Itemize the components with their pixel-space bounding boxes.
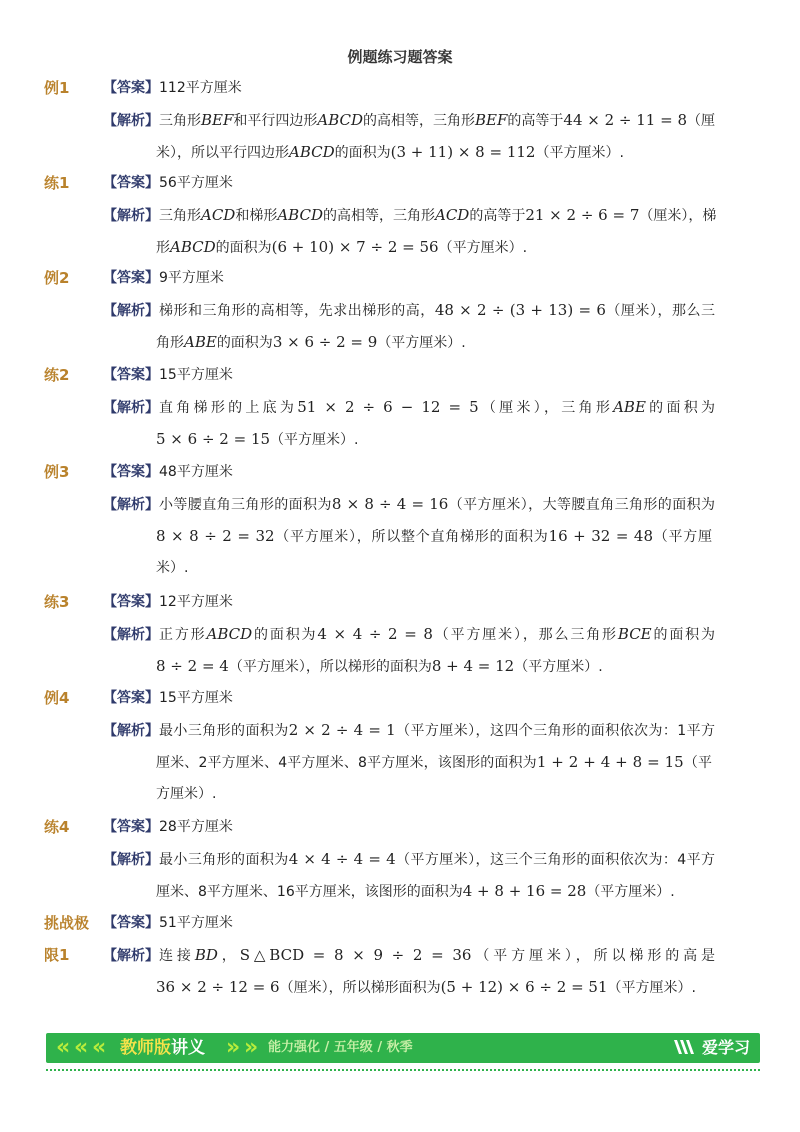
text-segment: （平方厘米）. xyxy=(377,335,466,351)
answer-value: 15平方厘米 xyxy=(159,367,233,383)
text-segment: （厘米），三角形 xyxy=(478,400,614,416)
math-expression: 16 + 32 = 48 xyxy=(548,527,653,545)
text-segment: 连接 xyxy=(159,948,195,964)
text-segment: 的高等于 xyxy=(469,208,526,224)
answer-value: 112平方厘米 xyxy=(159,80,242,96)
text-segment: （平方厘米），这三个三角形的面积依次为：4平方 xyxy=(395,852,716,868)
text-segment: 直角梯形的上底为 xyxy=(159,400,298,416)
answer-tag: 【答案】 xyxy=(103,175,159,191)
text-segment: 米），所以平行四边形 xyxy=(156,145,289,161)
explanation-text xyxy=(159,624,715,645)
text-segment: （平方厘米）. xyxy=(514,659,603,675)
figure-variable: BEF xyxy=(475,111,508,129)
figure-variable: ACD xyxy=(201,206,236,224)
answer-value: 12平方厘米 xyxy=(159,594,233,610)
math-expression: 48 × 2 ÷ (3 + 13) = 6 xyxy=(434,301,606,319)
math-expression: 2 × 2 ÷ 4 = 1 xyxy=(288,721,396,739)
text-segment: （平方厘米），所以整个直角梯形的面积为 xyxy=(274,529,549,545)
footer-logo-text: 爱学习 xyxy=(701,1038,750,1057)
answer-tag: 【答案】 xyxy=(103,464,159,480)
answer-value: 56平方厘米 xyxy=(159,175,233,191)
answer-tag: 【答案】 xyxy=(103,270,159,286)
footer-divider xyxy=(46,1069,760,1071)
answer-value: 15平方厘米 xyxy=(159,690,233,706)
explanation-text xyxy=(156,526,712,547)
explanation-text xyxy=(156,145,624,161)
math-expression: (6 + 10) × 7 ÷ 2 = 56 xyxy=(271,238,439,256)
explanation-tag: 【解析】 xyxy=(103,948,159,964)
math-expression: 4 + 8 + 16 = 28 xyxy=(462,882,587,900)
text-segment: 小等腰直角三角形的面积为 xyxy=(159,497,332,513)
text-segment: 最小三角形的面积为 xyxy=(159,852,289,868)
answer-line xyxy=(103,173,233,193)
text-segment: （厘米），那么三 xyxy=(605,303,716,319)
page-title: 例题练习题答案 xyxy=(347,48,453,66)
explanation-tag: 【解析】 xyxy=(103,627,159,643)
explanation-text xyxy=(156,560,188,576)
math-expression: 36 × 2 ÷ 12 = 6 xyxy=(156,978,280,996)
text-segment: （平方厘米）. xyxy=(535,145,624,161)
answer-value: 9平方厘米 xyxy=(159,270,224,286)
text-segment: 厘米、8平方厘米、16平方厘米，该图形的面积为 xyxy=(156,884,463,900)
footer-subtitle: 能力强化 / 五年级 / 秋季 xyxy=(268,1040,413,1055)
text-segment: （平方厘米），那么三角形 xyxy=(432,627,618,643)
explanation-tag: 【解析】 xyxy=(103,208,159,224)
chevron-left-icon: « xyxy=(56,1035,71,1060)
figure-variable: ABCD xyxy=(206,625,253,643)
math-expression: (5 + 12) × 6 ÷ 2 = 51 xyxy=(440,978,608,996)
explanation-line xyxy=(156,332,466,353)
text-segment: 角形 xyxy=(156,335,184,351)
explanation-line xyxy=(103,494,715,515)
text-segment: 的面积为 xyxy=(252,627,318,643)
explanation-text xyxy=(156,752,712,773)
explanation-text xyxy=(156,659,603,675)
chevron-left-icon: « xyxy=(92,1035,107,1060)
text-segment: 的面积为 xyxy=(334,145,391,161)
math-expression: 4 × 4 ÷ 2 = 8 xyxy=(317,625,433,643)
footer-logo xyxy=(672,1033,750,1063)
math-expression: 8 × 8 ÷ 4 = 16 xyxy=(331,495,449,513)
text-segment: （平方厘米）. xyxy=(586,884,675,900)
text-segment: （平方厘米），所以梯形的高是 xyxy=(471,948,716,964)
item-label: 挑战极 xyxy=(44,914,90,932)
text-segment: 的高等于 xyxy=(507,113,564,129)
text-segment: 米）. xyxy=(156,560,189,576)
math-expression: 5 × 6 ÷ 2 = 15 xyxy=(156,430,271,448)
text-segment: 三角形 xyxy=(159,208,201,224)
explanation-text xyxy=(159,397,715,418)
explanation-line xyxy=(103,945,715,966)
math-expression: 1 + 2 + 4 + 8 = 15 xyxy=(536,753,684,771)
answer-line xyxy=(103,268,224,288)
answer-tag: 【答案】 xyxy=(103,80,159,96)
item-label: 例1 xyxy=(44,79,70,97)
explanation-line xyxy=(156,558,188,578)
item-label-cont: 限1 xyxy=(44,946,70,964)
text-segment: 的面积为 xyxy=(216,335,273,351)
math-expression: 3 × 6 ÷ 2 = 9 xyxy=(272,333,378,351)
answer-line xyxy=(103,688,233,708)
answer-tag: 【答案】 xyxy=(103,367,159,383)
item-label: 练4 xyxy=(44,818,70,836)
text-segment: 和平行四边形 xyxy=(233,113,318,129)
math-expression: S△BCD = 8 × 9 ÷ 2 = 36 xyxy=(239,946,472,964)
explanation-text xyxy=(156,786,216,802)
item-label: 例4 xyxy=(44,689,70,707)
explanation-line xyxy=(103,397,715,418)
explanation-text xyxy=(156,884,675,900)
chevron-right-icon: » xyxy=(226,1035,241,1060)
brand-mark-icon xyxy=(672,1038,698,1056)
answer-tag: 【答案】 xyxy=(103,594,159,610)
figure-variable: BD xyxy=(194,946,218,964)
answer-tag: 【答案】 xyxy=(103,819,159,835)
answer-value: 28平方厘米 xyxy=(159,819,233,835)
text-segment: （平方厘 xyxy=(653,529,712,545)
explanation-text xyxy=(156,432,358,448)
explanation-text xyxy=(159,494,715,515)
text-segment: （平方厘米）. xyxy=(438,240,528,256)
answer-value: 48平方厘米 xyxy=(159,464,233,480)
figure-variable: ACD xyxy=(434,206,470,224)
explanation-text xyxy=(159,720,715,741)
explanation-line xyxy=(156,784,216,804)
explanation-line xyxy=(156,526,712,547)
figure-variable: ABCD xyxy=(170,238,216,256)
explanation-tag: 【解析】 xyxy=(103,303,159,319)
text-segment: （厘米），所以梯形面积为 xyxy=(279,980,441,996)
footer-title-a: 教师版 xyxy=(120,1038,171,1058)
explanation-tag: 【解析】 xyxy=(103,852,159,868)
text-segment: 厘米、2平方厘米、4平方厘米、8平方厘米，该图形的面积为 xyxy=(156,755,537,771)
math-expression: 44 × 2 ÷ 11 = 8 xyxy=(563,111,687,129)
chevron-right-icon: » xyxy=(244,1035,259,1060)
explanation-tag: 【解析】 xyxy=(103,113,159,129)
answer-tag: 【答案】 xyxy=(103,690,159,706)
text-segment: 三角形 xyxy=(159,113,201,129)
explanation-tag: 【解析】 xyxy=(103,723,159,739)
figure-variable: ABE xyxy=(184,333,217,351)
answer-line xyxy=(103,78,242,98)
explanation-tag: 【解析】 xyxy=(103,497,159,513)
explanation-line xyxy=(103,205,715,226)
explanation-line xyxy=(103,624,715,645)
text-segment: ， xyxy=(217,948,240,964)
item-label: 练2 xyxy=(44,366,70,384)
explanation-line xyxy=(156,429,358,450)
item-label: 练3 xyxy=(44,593,70,611)
text-segment: 的面积为 xyxy=(645,400,716,416)
explanation-line xyxy=(156,977,696,998)
text-segment: （厘 xyxy=(687,113,715,129)
text-segment: 的高相等，三角形 xyxy=(363,113,476,129)
figure-variable: ABE xyxy=(613,398,646,416)
math-expression: 4 × 4 ÷ 4 = 4 xyxy=(288,850,396,868)
answer-value: 51平方厘米 xyxy=(159,915,233,931)
explanation-line xyxy=(103,720,715,741)
explanation-text xyxy=(156,980,696,996)
explanation-text xyxy=(159,110,715,131)
answer-line xyxy=(103,592,233,612)
math-expression: 8 × 8 ÷ 2 = 32 xyxy=(156,527,275,545)
explanation-line xyxy=(156,881,675,902)
explanation-text xyxy=(156,335,466,351)
answer-line xyxy=(103,817,233,837)
footer-title-b: 讲义 xyxy=(171,1038,205,1058)
figure-variable: ABCD xyxy=(277,206,323,224)
text-segment: （平方厘米），所以梯形的面积为 xyxy=(228,659,432,675)
text-segment: （平方厘米），这四个三角形的面积依次为：1平方 xyxy=(395,723,716,739)
text-segment: （平方厘米）. xyxy=(607,980,696,996)
text-segment: 和梯形 xyxy=(235,208,278,224)
explanation-line xyxy=(156,656,603,677)
answer-tag: 【答案】 xyxy=(103,915,159,931)
figure-variable: ABCD xyxy=(289,143,335,161)
footer-title xyxy=(120,1033,205,1063)
text-segment: （厘米），梯 xyxy=(639,208,717,224)
answer-line xyxy=(103,365,233,385)
explanation-text xyxy=(159,205,715,226)
math-expression: (3 + 11) × 8 = 112 xyxy=(390,143,536,161)
text-segment: 方厘米）. xyxy=(156,786,217,802)
text-segment: 的面积为 xyxy=(651,627,716,643)
text-segment: 正方形 xyxy=(159,627,207,643)
text-segment: （平方厘米），大等腰直角三角形的面积为 xyxy=(448,497,716,513)
text-segment: 梯形和三角形的高相等，先求出梯形的高， xyxy=(159,303,435,319)
figure-variable: BCE xyxy=(617,625,652,643)
explanation-line xyxy=(156,237,527,258)
math-expression: 8 ÷ 2 = 4 xyxy=(156,657,229,675)
figure-variable: ABCD xyxy=(317,111,364,129)
item-label: 例3 xyxy=(44,463,70,481)
explanation-text xyxy=(159,849,715,870)
text-segment: 最小三角形的面积为 xyxy=(159,723,289,739)
explanation-text xyxy=(159,300,715,321)
item-label: 例2 xyxy=(44,269,70,287)
explanation-tag: 【解析】 xyxy=(103,400,159,416)
explanation-line xyxy=(156,142,624,163)
item-label: 练1 xyxy=(44,174,70,192)
explanation-line xyxy=(103,300,715,321)
explanation-line xyxy=(103,849,715,870)
math-expression: 51 × 2 ÷ 6 − 12 = 5 xyxy=(297,398,479,416)
text-segment: 的面积为 xyxy=(215,240,272,256)
text-segment: 的高相等，三角形 xyxy=(322,208,435,224)
explanation-line xyxy=(156,752,712,773)
figure-variable: BEF xyxy=(201,111,234,129)
chevron-left-icon: « xyxy=(74,1035,89,1060)
text-segment: 形 xyxy=(156,240,170,256)
answer-line xyxy=(103,462,233,482)
explanation-text xyxy=(156,240,527,256)
text-segment: （平方厘米）. xyxy=(270,432,359,448)
explanation-line xyxy=(103,110,715,131)
explanation-text xyxy=(159,945,715,966)
math-expression: 21 × 2 ÷ 6 = 7 xyxy=(525,206,640,224)
footer-bar xyxy=(46,1033,760,1063)
text-segment: （平 xyxy=(683,755,712,771)
math-expression: 8 + 4 = 12 xyxy=(431,657,515,675)
answer-line xyxy=(103,913,233,933)
